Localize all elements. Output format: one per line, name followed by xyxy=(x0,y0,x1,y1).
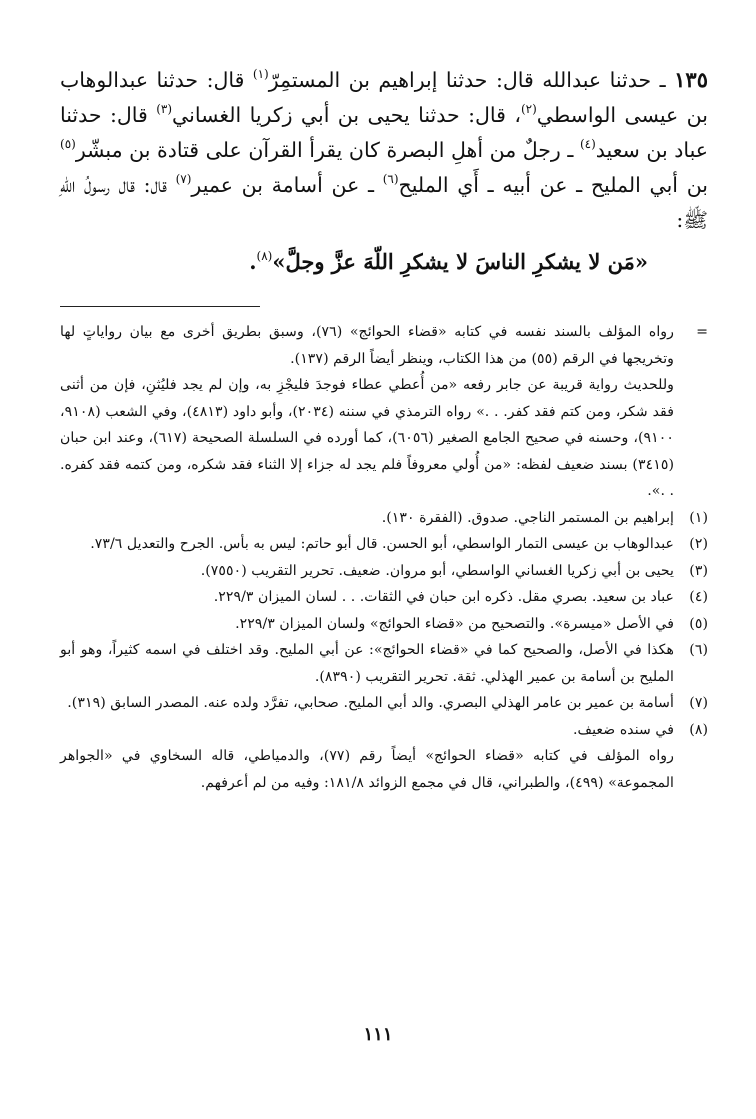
prophetic-quote xyxy=(60,244,708,280)
footnote-mark: (٦) xyxy=(689,642,708,658)
footnote-item xyxy=(60,611,708,638)
footnote-mark: (٤) xyxy=(689,589,708,605)
page-number: ١١١ xyxy=(363,1024,393,1045)
footnote-ref[interactable]: (٨) xyxy=(256,249,273,263)
footnote-item xyxy=(60,690,708,717)
footnote-ref[interactable]: (٤) xyxy=(579,137,596,151)
footnote-item xyxy=(60,505,708,532)
footnote-ref[interactable]: (٣) xyxy=(156,102,173,116)
quote-end: . xyxy=(249,249,257,274)
footnote-text: إبراهيم بن المستمر الناجي. صدوق. (الفقرة ١٣٠). xyxy=(381,509,674,526)
footnote-mark: (٨) xyxy=(689,721,708,738)
footnote-item xyxy=(60,558,708,585)
footnote-continuation xyxy=(60,319,708,372)
page-body xyxy=(60,62,708,796)
hadith-number: ١٣٥ xyxy=(674,67,708,92)
footnote-mark: (٢) xyxy=(689,536,708,552)
footnote-divider xyxy=(60,306,260,307)
hadith-segment: ـ عن أسامة بن عمير xyxy=(191,173,383,197)
footnote-item xyxy=(60,717,708,744)
footnote-ref[interactable]: (٥) xyxy=(60,137,76,151)
footnote-text: في الأصل «ميسرة». والتصحيح من «قضاء الحوائج» ولسان الميزان ٢٢٩/٣. xyxy=(235,615,674,632)
footnote-ref[interactable]: (٦) xyxy=(382,172,399,186)
footnote-ref[interactable]: (٧) xyxy=(175,172,192,186)
continuation-mark: = xyxy=(696,324,708,340)
footnote-text: عبدالوهاب بن عيسى التمار الواسطي، أبو الحسن. قال أبو حاتم: ليس به بأس. الجرح والتعديل ٧٣/٦. xyxy=(90,536,674,552)
footnote-paragraph: رواه المؤلف في كتابه «قضاء الحوائج» أيضاً رقم (٧٧)، والدمياطي، قاله السخاوي في «الجواهر المجموعة» (٤٩٩)، والطبراني، قال في مجمع الزوائد ١٨١/٨: وفيه من لم أعرفهم. xyxy=(60,748,674,791)
hadith-segment: بن أبي المليح ـ عن أبيه ـ أَي المليح xyxy=(398,173,709,197)
hadith-segment: ، قال: حدثنا يحيى بن أبي زكريا الغساني xyxy=(172,103,521,127)
footnotes xyxy=(60,319,708,796)
footnote-ref[interactable]: (١) xyxy=(252,67,269,81)
footnote-text: يحيى بن أبي زكريا الغساني الواسطي، أبو مروان. ضعيف. تحرير التقريب (٧٥٥٠). xyxy=(200,562,674,579)
footnote-text: رواه المؤلف بالسند نفسه في كتابه «قضاء الحوائج» (٧٦)، وسبق بطريق أخرى مع بيان رواياتٍ لها وتخريجها في الرقم (٥٥) من هذا الكتاب، وينظر أيضاً الرقم (١٣٧). xyxy=(60,324,674,367)
hadith-segment: قال: حدثنا عباد بن سعيد xyxy=(60,103,709,162)
footnote-text: في سنده ضعيف. xyxy=(572,721,674,738)
hadith-segment: ـ حدثنا عبدالله قال: حدثنا إبراهيم بن المستمِرّ xyxy=(268,68,675,92)
hadith-segment: قال: حدثنا عبدالوهاب بن عيسى الواسطي xyxy=(60,68,708,127)
quote-text: «مَن لا يشكرِ الناسَ لا يشكرِ اللّهَ عزَّ وجلَّ» xyxy=(272,249,648,274)
footnote-text: أسامة بن عمير بن عامر الهذلي البصري. والد أبي المليح. صحابي، تفرَّد ولده عنه. المصدر السابق (٣١٩). xyxy=(67,695,674,711)
footnote-ref[interactable]: (٢) xyxy=(520,102,537,116)
footnote-item xyxy=(60,584,708,611)
footnote-text: عباد بن سعيد. بصري مقل. ذكره ابن حبان في الثقات. . . لسان الميزان ٢٢٩/٣. xyxy=(213,589,674,605)
footnote-mark: (٥) xyxy=(689,615,708,632)
hadith-text xyxy=(60,62,708,238)
footnote-mark: (٧) xyxy=(689,695,708,711)
footnote-item xyxy=(60,531,708,558)
footnote-paragraph: وللحديث رواية قريبة عن جابر رفعه «من أُعطي عطاء فوجدَ فليجْزِ به، وإن لم يجد فليُثنِ، فإن من أثنى فقد شكر، ومن كتم فقد كفر. . .» رواه الترمذي في سننه (٢٠٣٤)، وأبو داود (٤٨١٣)، وفي الشعب (٩١٠٨، ٩١٠٠)، وحسنه في صحيح الجامع الصغير (٦٠٥٦)، كما أورده في السلسلة الصحيحة (٦١٧)، وعند ابن حبان (٣٤١٥) بسند ضعيف لفظه: «من أُولي معروفاً فلم يجد له جزاء إلا الثناء فقد شكره، ومن كتمه فقد كفره. . .». xyxy=(60,377,674,499)
footnote-mark: (١) xyxy=(689,509,708,526)
footnote-item xyxy=(60,637,708,690)
footnote-mark: (٣) xyxy=(689,562,708,579)
hadith-segment: ـ رجلٌ من أهلِ البصرة كان يقرأ القرآن على قتادة بن مبشّر xyxy=(75,138,580,162)
hadith-segment: قال: قال رسولُ اللّهِ ﷺ: xyxy=(60,173,708,232)
footnote-text: هكذا في الأصل، والصحيح كما في «قضاء الحوائج»: عن أبي المليح. وقد اختلف في اسمه كثيراً، وهو أبو المليح بن أسامة بن عمير الهذلي. ثقة. تحرير التقريب (٨٣٩٠). xyxy=(60,642,674,685)
